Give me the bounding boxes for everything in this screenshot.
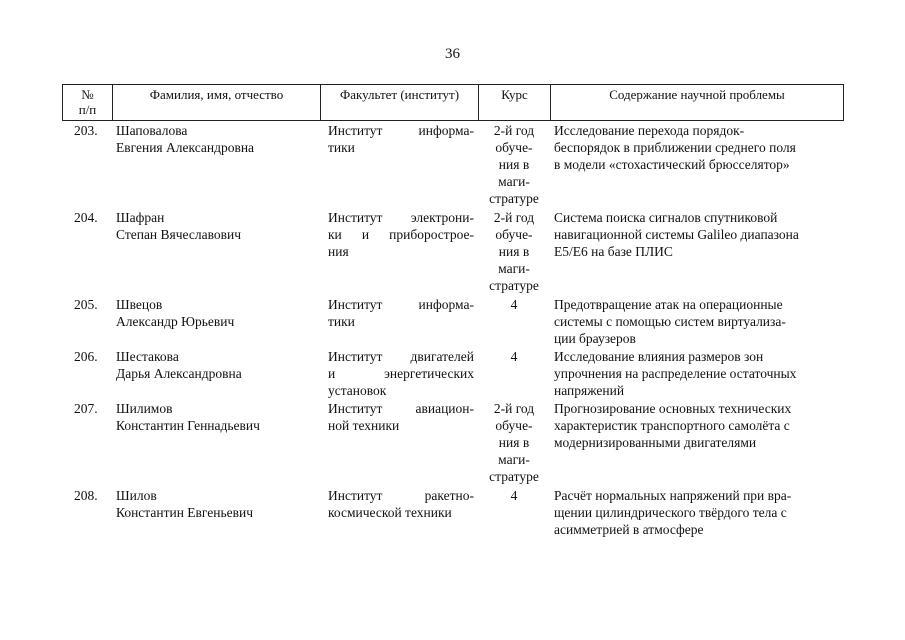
topic-line: системы с помощью систем виртуализа- bbox=[554, 314, 786, 329]
course-line: 2-й год bbox=[493, 210, 535, 225]
given-names: Константин Евгеньевич bbox=[116, 505, 254, 520]
research-topic bbox=[554, 487, 844, 538]
topic-line: Система поиска сигналов спутниковой bbox=[554, 210, 778, 225]
row-number: 206. bbox=[74, 349, 98, 364]
topic-line: Прогнозирование основных технических bbox=[554, 401, 792, 416]
research-topic bbox=[554, 209, 844, 260]
faculty-line: космической техники bbox=[328, 505, 452, 520]
topic-line: навигационной системы Galileo диапазона bbox=[554, 227, 799, 242]
course-line: обуче- bbox=[495, 140, 533, 155]
faculty bbox=[328, 122, 474, 156]
table-header bbox=[62, 84, 844, 121]
faculty-line: Институт электрони- bbox=[328, 210, 474, 225]
faculty bbox=[328, 348, 474, 399]
course-line: обуче- bbox=[495, 418, 533, 433]
faculty-line: Институт информа- bbox=[328, 297, 474, 312]
header-number bbox=[63, 85, 113, 120]
given-names: Дарья Александровна bbox=[116, 366, 242, 381]
faculty-line: ки и приборострое- bbox=[328, 227, 474, 242]
research-topic bbox=[554, 296, 844, 347]
person-name bbox=[116, 209, 316, 243]
header-faculty: Факультет (институт) bbox=[321, 85, 479, 120]
course-line: маги- bbox=[498, 174, 530, 189]
faculty bbox=[328, 296, 474, 330]
research-topic bbox=[554, 400, 844, 451]
header-name: Фамилия, имя, отчество bbox=[113, 85, 321, 120]
course bbox=[483, 400, 545, 485]
course-line: стратуре bbox=[489, 278, 539, 293]
course-line: стратуре bbox=[489, 191, 539, 206]
topic-line: характеристик транспортного самолёта с bbox=[554, 418, 790, 433]
given-names: Евгения Александровна bbox=[116, 140, 255, 155]
surname: Шестакова bbox=[116, 349, 179, 364]
course-line: обуче- bbox=[495, 227, 533, 242]
topic-line: E5/E6 на базе ПЛИС bbox=[554, 244, 673, 259]
topic-line: напряжений bbox=[554, 383, 625, 398]
topic-line: асимметрией в атмосфере bbox=[554, 522, 704, 537]
surname: Шилимов bbox=[116, 401, 173, 416]
header-content: Содержание научной проблемы bbox=[609, 87, 785, 102]
faculty-line: и энергетических bbox=[328, 366, 474, 381]
header-number-line1: № bbox=[81, 87, 94, 102]
surname: Шаповалова bbox=[116, 123, 188, 138]
course-line: маги- bbox=[498, 452, 530, 467]
topic-line: модернизированными двигателями bbox=[554, 435, 757, 450]
row-number: 204. bbox=[74, 210, 98, 225]
faculty-line: установок bbox=[328, 383, 387, 398]
topic-line: в модели «стохастический брюсселятор» bbox=[554, 157, 790, 172]
topic-line: щении цилиндрического твёрдого тела с bbox=[554, 505, 787, 520]
person-name bbox=[116, 122, 316, 156]
faculty bbox=[328, 209, 474, 260]
faculty-line: Институт авиацион- bbox=[328, 401, 474, 416]
faculty-line: Институт информа- bbox=[328, 123, 474, 138]
research-topic bbox=[554, 348, 844, 399]
course-line: ния в bbox=[498, 435, 530, 450]
topic-line: Расчёт нормальных напряжений при вра- bbox=[554, 488, 792, 503]
course-line: стратуре bbox=[489, 469, 539, 484]
course-line: 2-й год bbox=[493, 401, 535, 416]
surname: Швецов bbox=[116, 297, 163, 312]
course-line: ния в bbox=[498, 157, 530, 172]
topic-line: Исследование перехода порядок- bbox=[554, 123, 745, 138]
course-line: 2-й год bbox=[493, 123, 535, 138]
person-name bbox=[116, 296, 316, 330]
row-number: 203. bbox=[74, 123, 98, 138]
course-line: 4 bbox=[510, 297, 518, 312]
topic-line: беспорядок в приближении среднего поля bbox=[554, 140, 796, 155]
faculty-line: тики bbox=[328, 314, 355, 329]
person-name bbox=[116, 348, 316, 382]
faculty-line: Институт двигателей bbox=[328, 349, 474, 364]
course-line: маги- bbox=[498, 261, 530, 276]
faculty bbox=[328, 487, 474, 521]
row-number: 205. bbox=[74, 297, 98, 312]
course bbox=[483, 209, 545, 294]
faculty-line: ния bbox=[328, 244, 349, 259]
faculty-line: тики bbox=[328, 140, 355, 155]
surname: Шафран bbox=[116, 210, 165, 225]
topic-line: ции браузеров bbox=[554, 331, 636, 346]
given-names: Степан Вячеславович bbox=[116, 227, 242, 242]
course bbox=[483, 487, 545, 504]
given-names: Александр Юрьевич bbox=[116, 314, 235, 329]
course-line: 4 bbox=[510, 488, 518, 503]
faculty-line: ной техники bbox=[328, 418, 400, 433]
course bbox=[483, 296, 545, 313]
course bbox=[483, 348, 545, 365]
topic-line: Предотвращение атак на операционные bbox=[554, 297, 783, 312]
surname: Шилов bbox=[116, 488, 157, 503]
research-topic bbox=[554, 122, 844, 173]
topic-line: упрочнения на распределение остаточных bbox=[554, 366, 797, 381]
person-name bbox=[116, 400, 316, 434]
course-line: ния в bbox=[498, 244, 530, 259]
topic-line: Исследование влияния размеров зон bbox=[554, 349, 764, 364]
course-line: 4 bbox=[510, 349, 518, 364]
course bbox=[483, 122, 545, 207]
person-name bbox=[116, 487, 316, 521]
header-course: Курс bbox=[479, 85, 551, 120]
faculty bbox=[328, 400, 474, 434]
page-number: 36 bbox=[445, 46, 460, 62]
faculty-line: Институт ракетно- bbox=[328, 488, 474, 503]
row-number: 207. bbox=[74, 401, 98, 416]
given-names: Константин Геннадьевич bbox=[116, 418, 260, 433]
header-number-line2: п/п bbox=[78, 102, 97, 117]
row-number: 208. bbox=[74, 488, 98, 503]
